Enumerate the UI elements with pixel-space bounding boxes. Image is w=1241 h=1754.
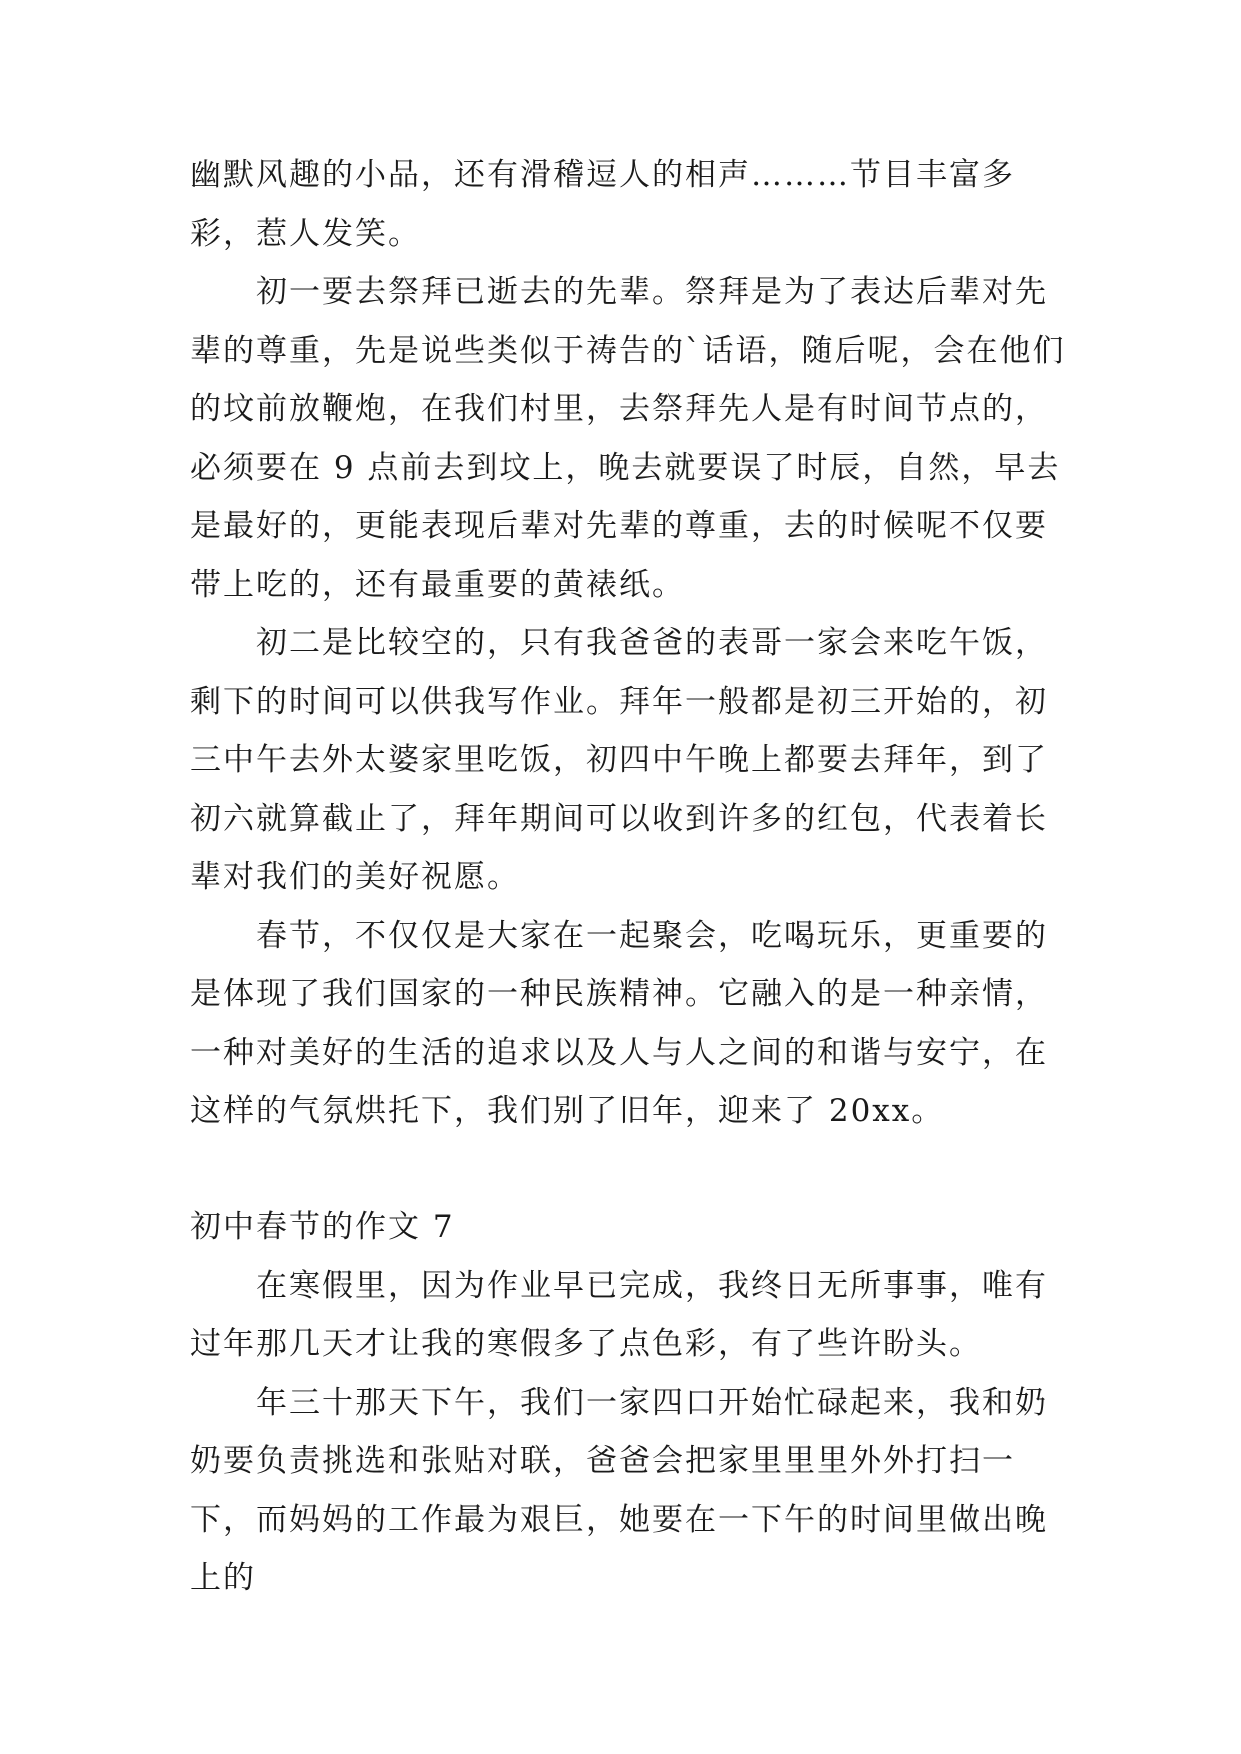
paragraph-new-years-eve: 年三十那天下午，我们一家四口开始忙碌起来，我和奶奶要负责挑选和张贴对联，爸爸会把家里里里外外打扫一下，而妈妈的工作最为艰巨，她要在一下午的时间里做出晚上的	[190, 1384, 1048, 1596]
section-heading: 初中春节的作文 7	[190, 1209, 455, 1245]
essay-section-7	[190, 1198, 1080, 1608]
paragraph-second-day: 初二是比较空的，只有我爸爸的表哥一家会来吃午饭，剩下的时间可以供我写作业。拜年一般都是初三开始的，初三中午去外太婆家里吃饭，初四中午晚上都要去拜年，到了初六就算截止了，拜年期间可以收到许多的红包，代表着长辈对我们的美好祝愿。	[190, 625, 1048, 895]
paragraph-festival-meaning: 春节，不仅仅是大家在一起聚会，吃喝玩乐，更重要的是体现了我们国家的一种民族精神。它融入的是一种亲情，一种对美好的生活的追求以及人与人之间的和谐与安宁，在这样的气氛烘托下，我们别了旧年，迎来了 20xx。	[190, 917, 1048, 1129]
paragraph-continuation: 幽默风趣的小品，还有滑稽逗人的相声………节目丰富多彩，惹人发笑。	[190, 157, 1015, 252]
paragraph-winter-break: 在寒假里，因为作业早已完成，我终日无所事事，唯有过年那几天才让我的寒假多了点色彩，有了些许盼头。	[190, 1267, 1048, 1362]
paragraph-ancestor-worship: 初一要去祭拜已逝去的先辈。祭拜是为了表达后辈对先辈的尊重，先是说些类似于祷告的`话语，随后呢，会在他们的坟前放鞭炮，在我们村里，去祭拜先人是有时间节点的，必须要在 9 点前去到坟上，晚去就要误了时辰，自然，早去是最好的，更能表现后辈对先辈的尊重，去的时候呢不仅要带上吃的，还有最重要的黄裱纸。	[190, 274, 1066, 603]
essay-block-1	[190, 146, 1080, 1141]
